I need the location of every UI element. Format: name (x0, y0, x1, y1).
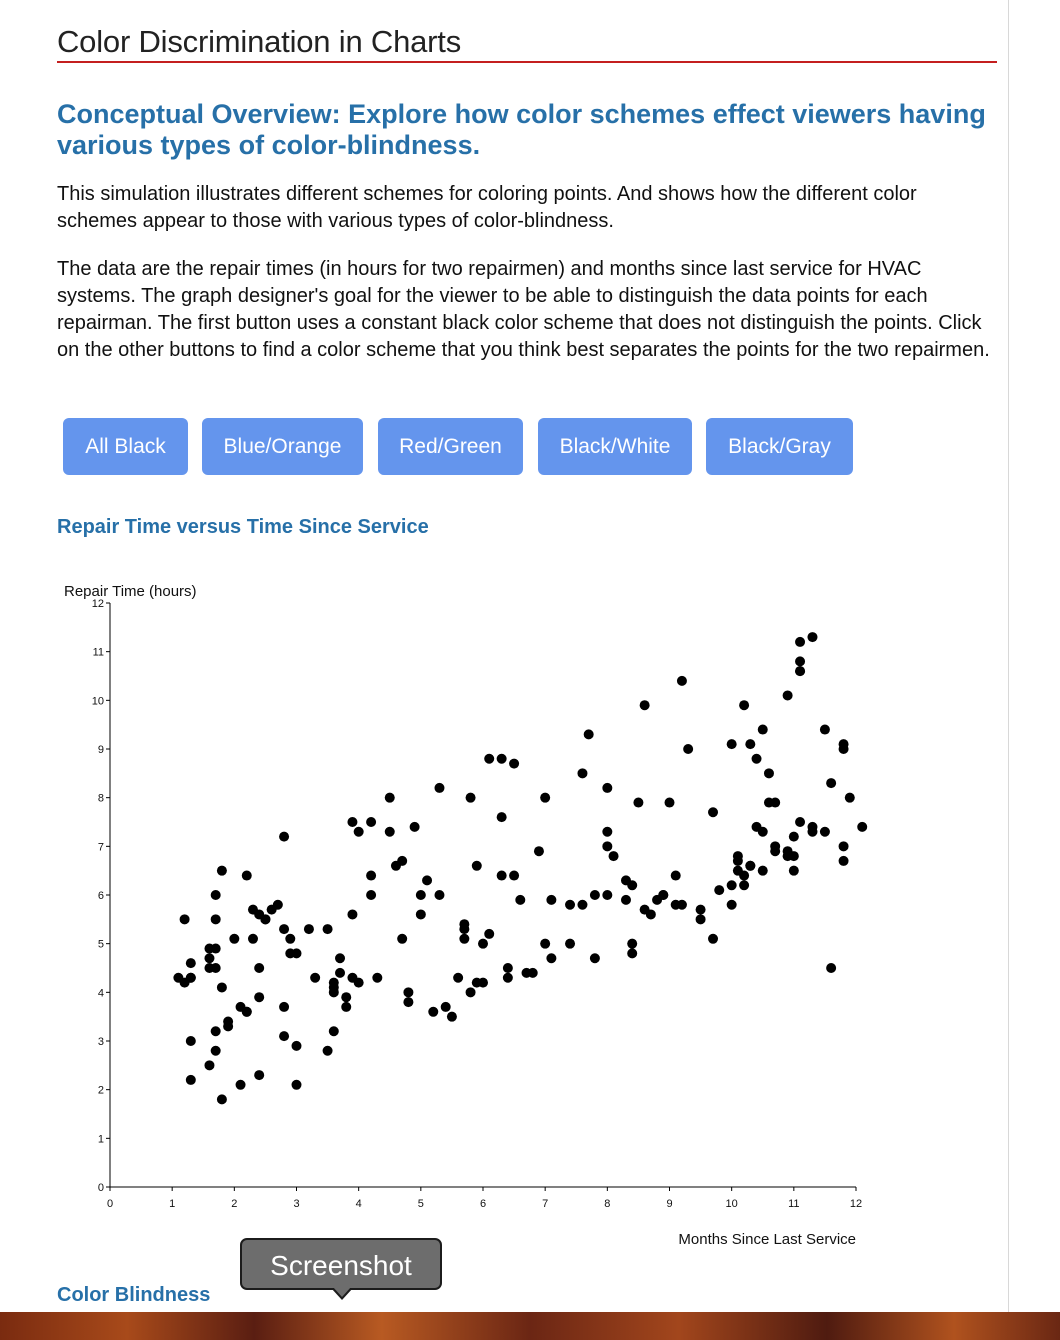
scatter-point (416, 909, 426, 919)
x-tick-label: 2 (231, 1198, 238, 1210)
scatter-point (254, 963, 264, 973)
scatter-point (403, 987, 413, 997)
scatter-point (366, 871, 376, 881)
color-blindness-heading: Color Blindness (57, 1284, 211, 1306)
black-gray-button[interactable]: Black/Gray (706, 418, 853, 475)
scatter-point (503, 963, 513, 973)
scatter-point (372, 973, 382, 983)
x-tick-label: 5 (417, 1198, 424, 1210)
x-tick-label: 4 (355, 1198, 362, 1210)
scatter-point (839, 744, 849, 754)
scatter-point (764, 768, 774, 778)
y-tick-label: 8 (97, 792, 104, 805)
scatter-point (186, 1036, 196, 1046)
scatter-point (180, 914, 190, 924)
scatter-point (329, 978, 339, 988)
scatter-point (807, 632, 817, 642)
scatter-point (329, 1026, 339, 1036)
scatter-point (397, 856, 407, 866)
scatter-point (677, 676, 687, 686)
scatter-point (546, 895, 556, 905)
scatter-point (509, 759, 519, 769)
scatter-point (279, 1031, 289, 1041)
scatter-point (484, 929, 494, 939)
scatter-point (820, 827, 830, 837)
scatter-point (845, 793, 855, 803)
scatter-point (279, 1002, 289, 1012)
scatter-point (795, 817, 805, 827)
scatter-point (497, 812, 507, 822)
scatter-point (223, 1017, 233, 1027)
scatter-point (497, 754, 507, 764)
scatter-point (807, 827, 817, 837)
x-tick-label: 12 (849, 1198, 863, 1210)
scatter-point (453, 973, 463, 983)
scatter-point (857, 822, 867, 832)
x-tick-label: 9 (666, 1198, 673, 1210)
scatter-point (789, 851, 799, 861)
y-tick-label: 3 (97, 1036, 104, 1048)
scatter-point (403, 997, 413, 1007)
scatter-point (602, 827, 612, 837)
scatter-point (621, 895, 631, 905)
scatter-point (211, 1046, 221, 1056)
y-axis-label: Repair Time (hours) (64, 583, 197, 600)
scatter-point (534, 846, 544, 856)
scatter-point (478, 978, 488, 988)
scatter-point (254, 992, 264, 1002)
scatter-point (714, 885, 724, 895)
scatter-point (627, 939, 637, 949)
scatter-point (422, 875, 432, 885)
scatter-point (789, 866, 799, 876)
scatter-point (733, 856, 743, 866)
scatter-point (292, 1080, 302, 1090)
y-tick-label: 2 (97, 1084, 104, 1097)
scatter-point (789, 832, 799, 842)
scatter-point (366, 817, 376, 827)
scatter-point (795, 637, 805, 647)
scatter-point (304, 924, 314, 934)
scatter-point (229, 934, 239, 944)
scatter-point (204, 1060, 214, 1070)
scatter-point (540, 793, 550, 803)
x-axis-ticks (107, 1187, 862, 1210)
y-tick-label: 0 (97, 1182, 104, 1194)
intro-paragraph: This simulation illustrates different schemes for coloring points. And shows how the different color schemes appear to those with various types of color-blindness. (57, 183, 917, 232)
scatter-point (248, 934, 258, 944)
scatter-point (658, 890, 668, 900)
scatter-point (696, 905, 706, 915)
scatter-point (323, 924, 333, 934)
scatter-point (447, 1012, 457, 1022)
scatter-point (671, 871, 681, 881)
scatter-point (341, 992, 351, 1002)
y-tick-label: 9 (97, 744, 104, 756)
scatter-point (602, 783, 612, 793)
scatter-point (459, 919, 469, 929)
scatter-point (503, 973, 513, 983)
scatter-point (478, 939, 488, 949)
scatter-point (839, 841, 849, 851)
scatter-point (602, 890, 612, 900)
x-tick-label: 6 (479, 1198, 487, 1210)
scatter-point (186, 973, 196, 983)
scatter-point (217, 866, 227, 876)
red-green-button[interactable]: Red/Green (378, 418, 523, 475)
scatter-point (285, 934, 295, 944)
desktop-dock-strip (0, 1312, 1060, 1340)
scatter-point (727, 900, 737, 910)
scatter-point (826, 778, 836, 788)
scatter-point (683, 744, 693, 754)
scatter-point (484, 754, 494, 764)
x-tick-label: 8 (604, 1198, 611, 1210)
scatter-point (292, 1041, 302, 1051)
scatter-point (434, 890, 444, 900)
scatter-point (211, 914, 221, 924)
scatter-point (665, 798, 675, 808)
x-tick-label: 10 (725, 1198, 738, 1210)
scatter-point (795, 666, 805, 676)
scatter-point (820, 725, 830, 735)
scatter-point (254, 1070, 264, 1080)
x-tick-label: 1 (169, 1198, 176, 1210)
scatter-point (466, 987, 476, 997)
scatter-point (366, 890, 376, 900)
x-axis-label: Months Since Last Service (678, 1231, 856, 1248)
y-tick-label: 5 (97, 938, 104, 951)
scatter-point (211, 890, 221, 900)
scatter-point (602, 841, 612, 851)
scatter-point (385, 793, 395, 803)
scatter-point (627, 948, 637, 958)
page-title: Color Discrimination in Charts (57, 24, 462, 59)
scatter-point (584, 729, 594, 739)
scatter-point (795, 656, 805, 666)
page-frame-border (1008, 0, 1009, 1312)
scatter-point (428, 1007, 438, 1017)
scatter-point (745, 861, 755, 871)
scatter-point (211, 1026, 221, 1036)
scatter-point (590, 953, 600, 963)
y-tick-label: 12 (91, 598, 104, 610)
scatter-point (633, 798, 643, 808)
chart-heading: Repair Time versus Time Since Service (57, 516, 429, 538)
scatter-point (347, 909, 357, 919)
scatter-point (279, 832, 289, 842)
scatter-point (708, 934, 718, 944)
scatter-point (260, 914, 270, 924)
scatter-point (609, 851, 619, 861)
scatter-point (211, 963, 221, 973)
tooltip-arrow-fill (333, 1287, 351, 1297)
scatter-point (770, 798, 780, 808)
scatter-point (770, 846, 780, 856)
scatter-point (577, 900, 587, 910)
scatter-point (341, 1002, 351, 1012)
scatter-point (472, 861, 482, 871)
scatter-point (565, 900, 575, 910)
scatter-point (565, 939, 575, 949)
scatter-chart (0, 570, 900, 1260)
scatter-point (354, 827, 364, 837)
scatter-point (186, 1075, 196, 1085)
y-tick-label: 4 (97, 987, 104, 1000)
scatter-point (540, 939, 550, 949)
x-tick-label: 11 (788, 1198, 800, 1210)
x-tick-label: 3 (293, 1198, 300, 1210)
scatter-point (385, 827, 395, 837)
y-tick-label: 10 (91, 695, 104, 708)
scatter-point (292, 948, 302, 958)
blue-orange-button[interactable]: Blue/Orange (202, 418, 363, 475)
scatter-point (758, 866, 768, 876)
scatter-point (354, 978, 364, 988)
scatter-point (497, 871, 507, 881)
y-axis-ticks (92, 598, 110, 1194)
scatter-point (640, 700, 650, 710)
overview-heading: Conceptual Overview: Explore how color schemes effect viewers having various types of color-blindness. (57, 99, 986, 160)
x-tick-label: 0 (106, 1198, 114, 1210)
scatter-point (627, 880, 637, 890)
scatter-point (211, 944, 221, 954)
scatter-point (236, 1080, 246, 1090)
scatter-point (335, 953, 345, 963)
scatter-point (441, 1002, 451, 1012)
scatter-point (515, 895, 525, 905)
scatter-point (752, 754, 762, 764)
all-black-button[interactable]: All Black (63, 418, 188, 475)
scatter-point (758, 827, 768, 837)
scatter-point (727, 739, 737, 749)
scatter-point (397, 934, 407, 944)
scatter-point (186, 958, 196, 968)
y-tick-label: 7 (97, 841, 104, 854)
screenshot-tooltip: Screenshot (240, 1238, 442, 1290)
scatter-point (273, 900, 283, 910)
y-tick-label: 11 (92, 646, 104, 659)
scatter-point (466, 793, 476, 803)
scatter-point (528, 968, 538, 978)
scatter-point (329, 987, 339, 997)
y-tick-label: 6 (97, 890, 104, 902)
scatter-point (279, 924, 289, 934)
scatter-point (459, 934, 469, 944)
scatter-point (826, 963, 836, 973)
black-white-button[interactable]: Black/White (538, 418, 692, 475)
scatter-point (242, 871, 252, 881)
scatter-point (590, 890, 600, 900)
scatter-point (727, 880, 737, 890)
scatter-point (204, 953, 214, 963)
scatter-point (646, 909, 656, 919)
scatter-point (217, 1094, 227, 1104)
scatter-point (410, 822, 420, 832)
data-description-paragraph: The data are the repair times (in hours for two repairmen) and months since last service for HVAC systems. The graph designer's goal for the viewer to be able to distinguish the data points for each repairman. The first button uses a constant black color scheme that does not distinguish the points. Click on the other buttons to find a color scheme that you think best separates the points for the two repairmen. (57, 258, 990, 361)
scatter-point (708, 807, 718, 817)
title-underline (57, 61, 997, 63)
scatter-point (323, 1046, 333, 1056)
scatter-point (677, 900, 687, 910)
y-tick-label: 1 (97, 1133, 104, 1146)
x-tick-label: 7 (542, 1198, 549, 1210)
scatter-point (739, 700, 749, 710)
scatter-point (758, 725, 768, 735)
scatter-point (434, 783, 444, 793)
scatter-point (416, 890, 426, 900)
scatter-point (739, 880, 749, 890)
scatter-point (745, 739, 755, 749)
data-points (173, 632, 867, 1104)
scatter-point (347, 817, 357, 827)
scatter-point (242, 1007, 252, 1017)
scatter-point (783, 690, 793, 700)
scatter-point (696, 914, 706, 924)
scatter-point (839, 856, 849, 866)
scatter-point (335, 968, 345, 978)
scatter-point (509, 871, 519, 881)
scatter-point (546, 953, 556, 963)
scatter-point (310, 973, 320, 983)
scatter-point (739, 871, 749, 881)
scatter-point (217, 982, 227, 992)
scatter-point (577, 768, 587, 778)
